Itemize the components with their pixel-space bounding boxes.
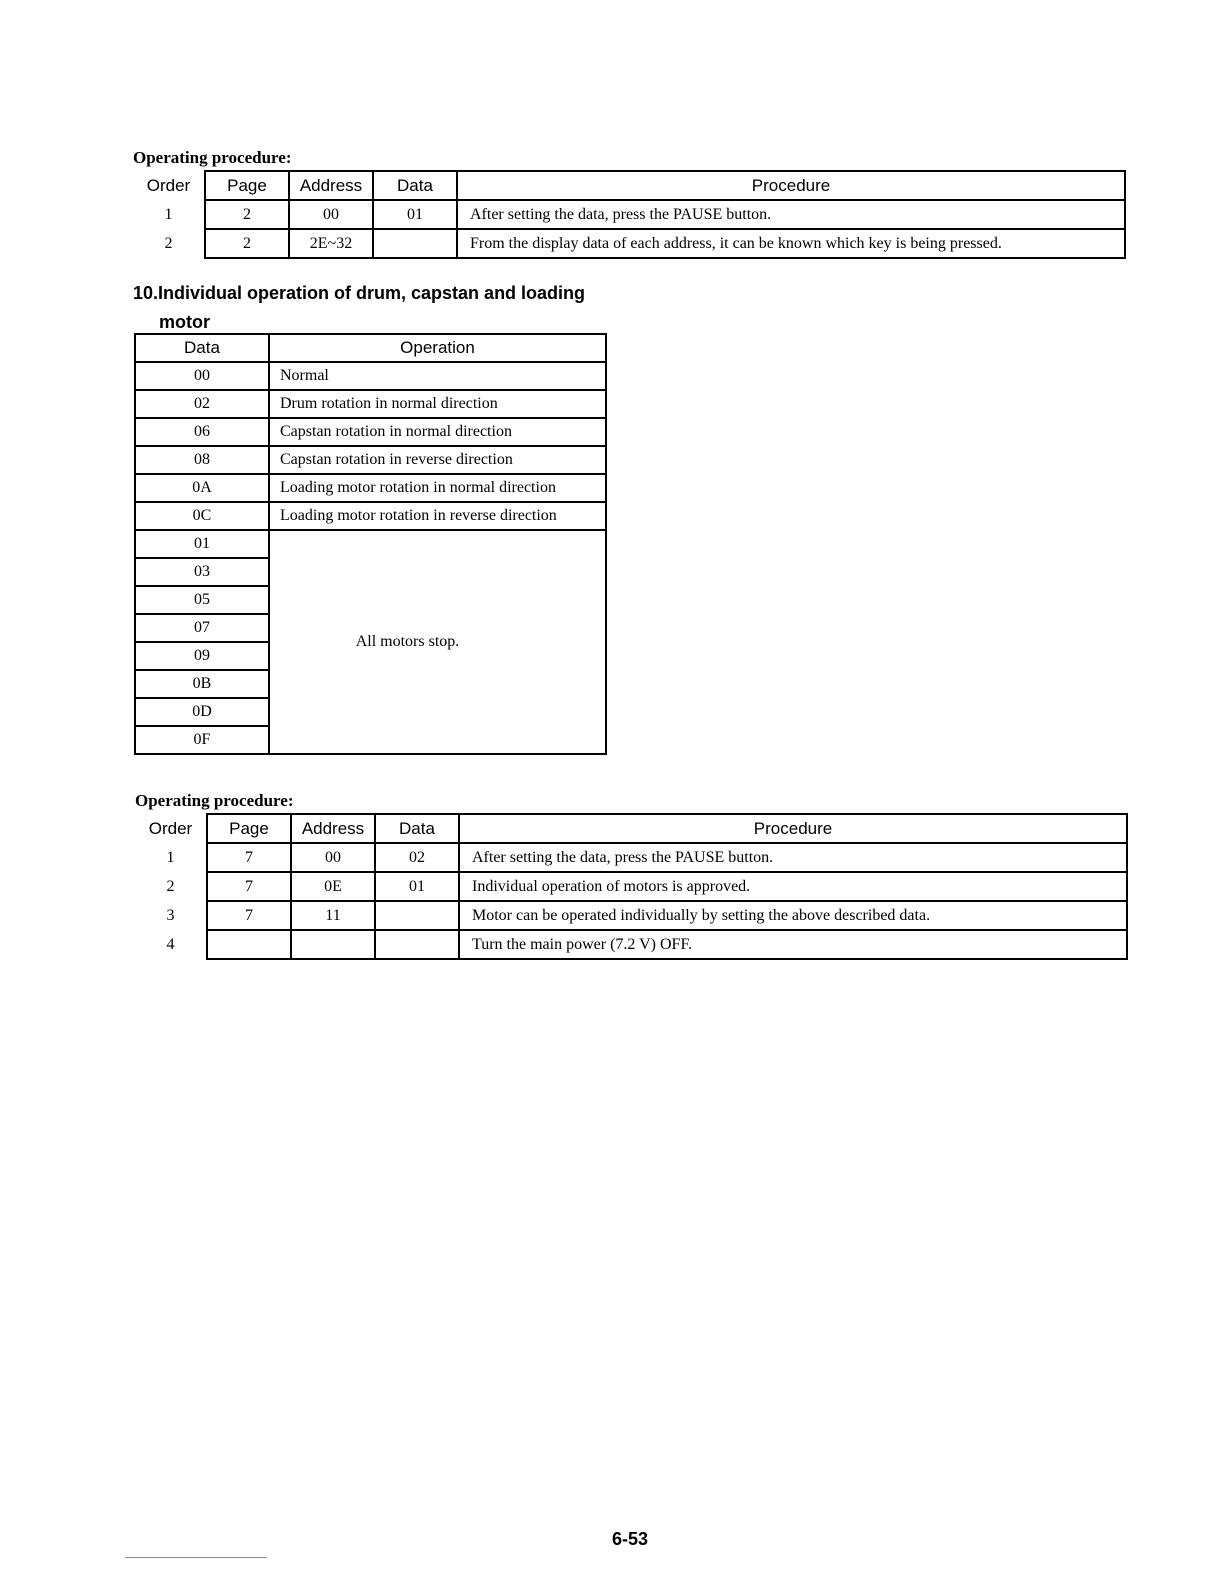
procedure-table-1 [133, 170, 1126, 259]
cell-data: 09 [135, 642, 269, 670]
cell-data: 03 [135, 558, 269, 586]
cell-address [291, 930, 375, 959]
header-address: Address [289, 171, 373, 200]
cell-operation: Capstan rotation in normal direction [269, 418, 606, 446]
cell-page: 7 [207, 872, 291, 901]
header-address: Address [291, 814, 375, 843]
header-data: Data [375, 814, 459, 843]
cell-order: 3 [166, 906, 175, 924]
cell-procedure: After setting the data, press the PAUSE button. [459, 843, 1127, 872]
cell-address: 00 [289, 200, 373, 229]
cell-operation: Drum rotation in normal direction [269, 390, 606, 418]
cell-data: 01 [375, 872, 459, 901]
table-row [135, 843, 1127, 872]
cell-data: 0D [135, 698, 269, 726]
cell-procedure: Turn the main power (7.2 V) OFF. [459, 930, 1127, 959]
header-page: Page [205, 171, 289, 200]
table-header-row [135, 814, 1127, 843]
cell-order: 2 [166, 877, 175, 895]
cell-data: 0C [135, 502, 269, 530]
page-number: 6-53 [612, 1529, 649, 1549]
cell-data: 0F [135, 726, 269, 754]
section-10-heading-continued: motor [159, 312, 210, 332]
cell-procedure: From the display data of each address, it can be known which key is being pressed. [457, 229, 1125, 258]
motor-operation-table [134, 333, 607, 755]
cell-data [373, 229, 457, 258]
cell-page [207, 930, 291, 959]
table-row [135, 418, 606, 446]
table-row [135, 930, 1127, 959]
table-row [135, 474, 606, 502]
table-header-row [135, 334, 606, 362]
cell-page: 2 [205, 229, 289, 258]
cell-data: 02 [135, 390, 269, 418]
table-row [135, 362, 606, 390]
table-row [135, 446, 606, 474]
cell-all-motors-stop: All motors stop. [269, 530, 606, 754]
cell-data: 02 [375, 843, 459, 872]
cell-procedure: After setting the data, press the PAUSE button. [457, 200, 1125, 229]
cell-address: 0E [291, 872, 375, 901]
cell-operation: Normal [269, 362, 606, 390]
cell-operation: Loading motor rotation in normal direction [269, 474, 606, 502]
header-page: Page [207, 814, 291, 843]
header-procedure: Procedure [459, 814, 1127, 843]
procedure-table-2 [135, 813, 1128, 960]
header-data: Data [373, 171, 457, 200]
cell-data: 01 [135, 530, 269, 558]
table-header-row [133, 171, 1125, 200]
cell-data: 00 [135, 362, 269, 390]
cell-data: 08 [135, 446, 269, 474]
table-row [135, 530, 606, 558]
cell-procedure: Individual operation of motors is approved. [459, 872, 1127, 901]
cell-order: 1 [166, 848, 175, 866]
cell-address: 2E~32 [289, 229, 373, 258]
cell-operation: Loading motor rotation in reverse direction [269, 502, 606, 530]
cell-data: 07 [135, 614, 269, 642]
table-row [133, 200, 1125, 229]
cell-order: 2 [164, 234, 173, 252]
header-procedure: Procedure [457, 171, 1125, 200]
operating-procedure-label-1: Operating procedure: [133, 148, 292, 167]
table-row [135, 390, 606, 418]
cell-page: 7 [207, 901, 291, 930]
operating-procedure-label-2: Operating procedure: [135, 791, 294, 810]
cell-data: 01 [373, 200, 457, 229]
header-order: Order [148, 818, 193, 838]
header-data: Data [135, 334, 269, 362]
header-operation: Operation [269, 334, 606, 362]
cell-data [375, 930, 459, 959]
footer-rule [125, 1557, 267, 1558]
header-order: Order [146, 175, 191, 195]
table-row [135, 502, 606, 530]
cell-page: 7 [207, 843, 291, 872]
cell-address: 11 [291, 901, 375, 930]
table-row [133, 229, 1125, 258]
cell-data: 0B [135, 670, 269, 698]
cell-order: 4 [166, 935, 175, 953]
cell-page: 2 [205, 200, 289, 229]
cell-procedure: Motor can be operated individually by setting the above described data. [459, 901, 1127, 930]
section-10-heading: 10.Individual operation of drum, capstan and loading [133, 283, 586, 303]
table-row [135, 901, 1127, 930]
cell-data: 0A [135, 474, 269, 502]
cell-data: 05 [135, 586, 269, 614]
cell-address: 00 [291, 843, 375, 872]
cell-order: 1 [164, 205, 173, 223]
cell-data [375, 901, 459, 930]
cell-operation: Capstan rotation in reverse direction [269, 446, 606, 474]
table-row [135, 872, 1127, 901]
cell-data: 06 [135, 418, 269, 446]
